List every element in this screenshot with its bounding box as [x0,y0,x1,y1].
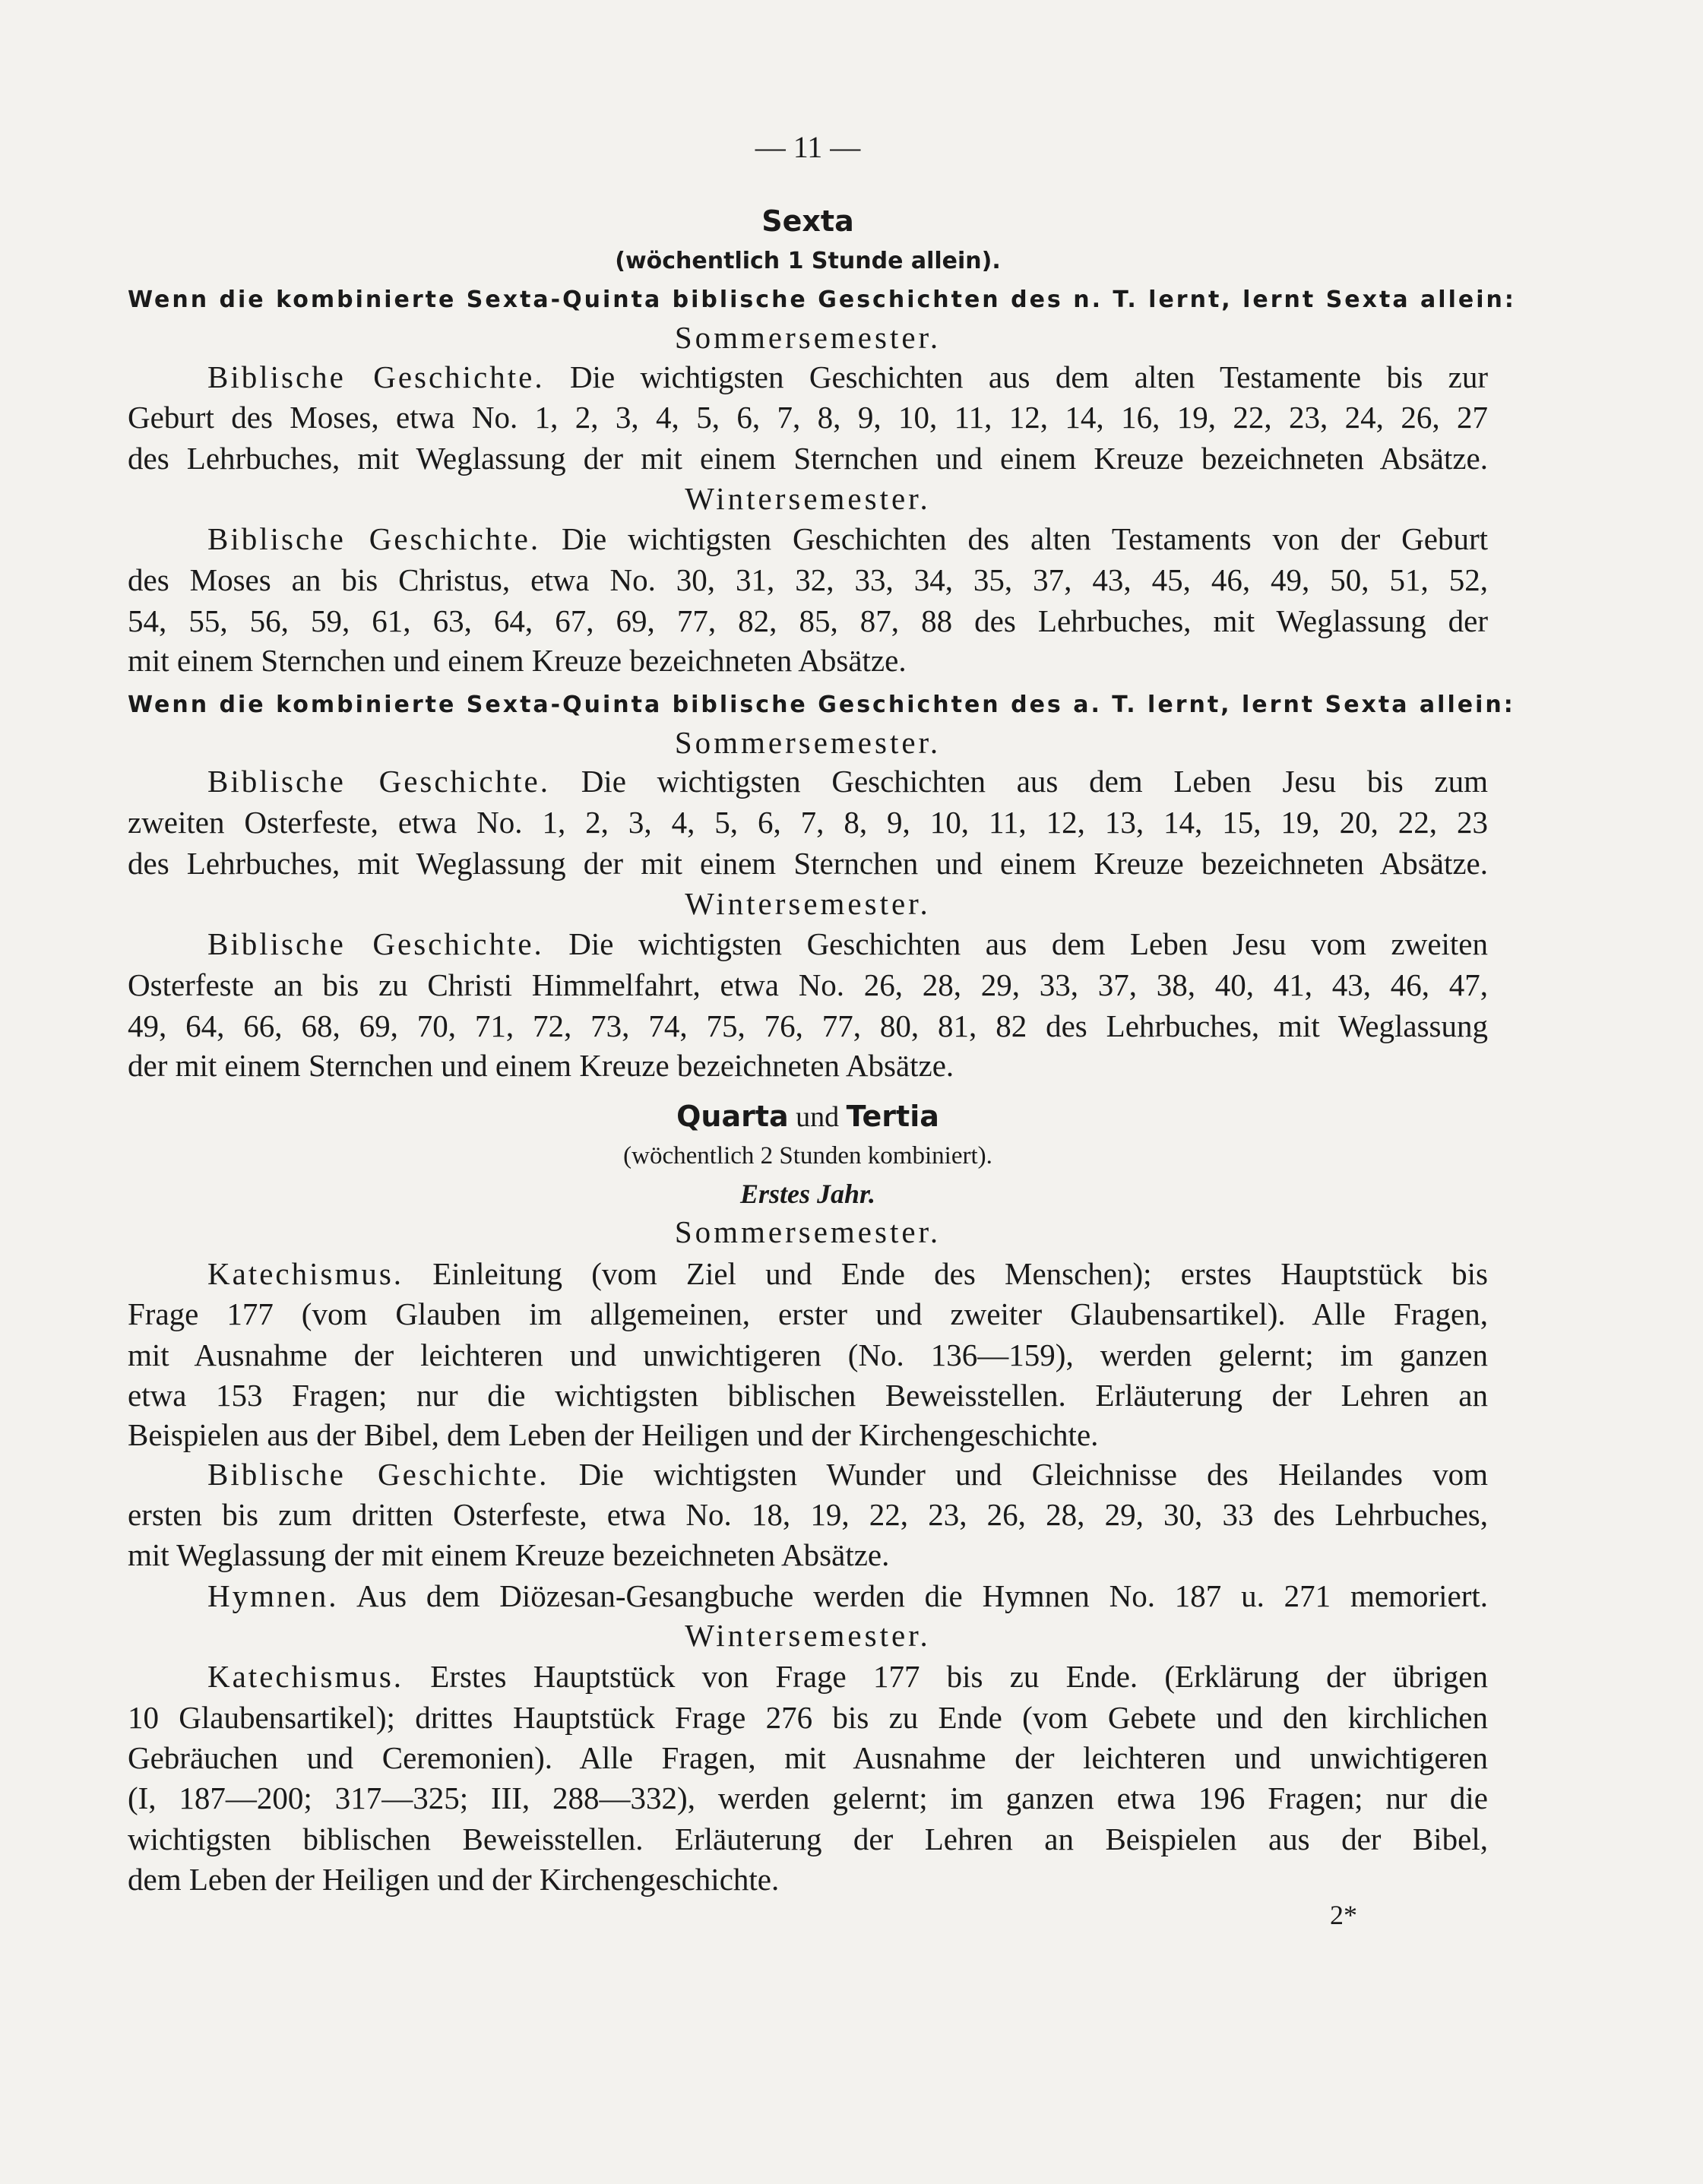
semester-heading: Wintersemester. [685,1618,931,1653]
text-line: (I, 187—200; 317—325; III, 288—332), werden gelernt; im ganzen etwa 196 Fragen; nur die [128,1780,1488,1815]
text-line: 10 Glaubensartikel); drittes Hauptstück Frage 276 bis zu Ende (vom Gebete und den kirchlichen [128,1700,1488,1735]
text-line: Frage 177 (vom Glauben im allgemeinen, erster und zweiter Glaubensartikel). Alle Fragen, [128,1296,1488,1331]
text-line: zweiten Osterfeste, etwa No. 1, 2, 3, 4, 5, 6, 7, 8, 9, 10, 11, 12, 13, 14, 15, 19, 20, 22, 23 [128,805,1488,840]
section-title-quarta-tertia: Quarta und Tertia [676,1100,939,1133]
semester-heading: Wintersemester. [685,481,931,516]
text-line: wichtigsten biblischen Beweisstellen. Erläuterung der Lehren an Beispielen aus der Bibel, [128,1822,1488,1856]
section-title-sexta: Sexta [761,204,854,238]
semester-heading: Sommersemester. [674,725,942,760]
text-line: Osterfeste an bis zu Christi Himmelfahrt, etwa No. 26, 28, 29, 33, 37, 38, 40, 41, 43, 46, 47, [128,967,1488,1002]
text-line: des Lehrbuches, mit Weglassung der mit einem Sternchen und einem Kreuze bezeichneten Absätze. [128,441,1488,476]
text-line: Katechismus. Einleitung (vom Ziel und Ende des Menschen); erstes Hauptstück bis [207,1256,1488,1291]
note-old-testament: Wenn die kombinierte Sexta-Quinta biblische Geschichten des a. T. lernt, lernt Sexta allein: [128,692,1515,718]
text-line: der mit einem Sternchen und einem Kreuze bezeichneten Absätze. [128,1048,954,1083]
text-line: etwa 153 Fragen; nur die wichtigsten biblischen Beweisstellen. Erläuterung der Lehren an [128,1378,1488,1413]
section-subtitle-quarta: (wöchentlich 2 Stunden kombiniert). [623,1142,992,1170]
text-line: Biblische Geschichte. Die wichtigsten Geschichten aus dem alten Testamente bis zur [207,359,1488,394]
text-line: mit einem Sternchen und einem Kreuze bezeichneten Absätze. [128,643,907,678]
text-line: Biblische Geschichte. Die wichtigsten Wunder und Gleichnisse des Heilandes vom [207,1457,1488,1492]
text-line: Gebräuchen und Ceremonien). Alle Fragen, mit Ausnahme der leichteren und unwichtigeren [128,1740,1488,1775]
text-line: Biblische Geschichte. Die wichtigsten Geschichten aus dem Leben Jesu vom zweiten [207,926,1488,961]
text-line: Biblische Geschichte. Die wichtigsten Geschichten aus dem Leben Jesu bis zum [207,764,1488,799]
text-line: Katechismus. Erstes Hauptstück von Frage 177 bis zu Ende. (Erklärung der übrigen [207,1659,1488,1694]
text-line: Beispielen aus der Bibel, dem Leben der Heiligen und der Kirchengeschichte. [128,1417,1099,1452]
semester-heading: Wintersemester. [685,886,931,921]
text-line: des Lehrbuches, mit Weglassung der mit einem Sternchen und einem Kreuze bezeichneten Absätze. [128,846,1488,881]
year-heading: Erstes Jahr. [739,1179,876,1209]
semester-heading: Sommersemester. [674,320,942,355]
text-line: Hymnen. Aus dem Diözesan-Gesangbuche werden die Hymnen No. 187 u. 271 memoriert. [207,1578,1488,1613]
note-new-testament: Wenn die kombinierte Sexta-Quinta biblische Geschichten des n. T. lernt, lernt Sexta allein: [128,286,1516,313]
section-subtitle-sexta: (wöchentlich 1 Stunde allein). [615,248,1001,274]
text-line: Biblische Geschichte. Die wichtigsten Geschichten des alten Testaments von der Geburt [207,521,1488,556]
text-line: Geburt des Moses, etwa No. 1, 2, 3, 4, 5, 6, 7, 8, 9, 10, 11, 12, 14, 16, 19, 22, 23, 24, 26, 27 [128,400,1488,435]
text-line: 49, 64, 66, 68, 69, 70, 71, 72, 73, 74, 75, 76, 77, 80, 81, 82 des Lehrbuches, mit Weglassung [128,1008,1488,1043]
text-line: des Moses an bis Christus, etwa No. 30, 31, 32, 33, 34, 35, 37, 43, 45, 46, 49, 50, 51, 52, [128,562,1488,597]
signature-mark: 2* [1330,1900,1357,1930]
text-line: ersten bis zum dritten Osterfeste, etwa No. 18, 19, 22, 23, 26, 28, 29, 30, 33 des Lehrbuches, [128,1497,1488,1532]
page-number: — 11 — [755,130,861,164]
semester-heading: Sommersemester. [674,1214,942,1249]
text-line: 54, 55, 56, 59, 61, 63, 64, 67, 69, 77, 82, 85, 87, 88 des Lehrbuches, mit Weglassung der [128,603,1488,638]
text-line: mit Weglassung der mit einem Kreuze bezeichneten Absätze. [128,1537,890,1572]
text-line: dem Leben der Heiligen und der Kirchengeschichte. [128,1862,780,1897]
text-line: mit Ausnahme der leichteren und unwichtigeren (No. 136—159), werden gelernt; im ganzen [128,1337,1488,1372]
